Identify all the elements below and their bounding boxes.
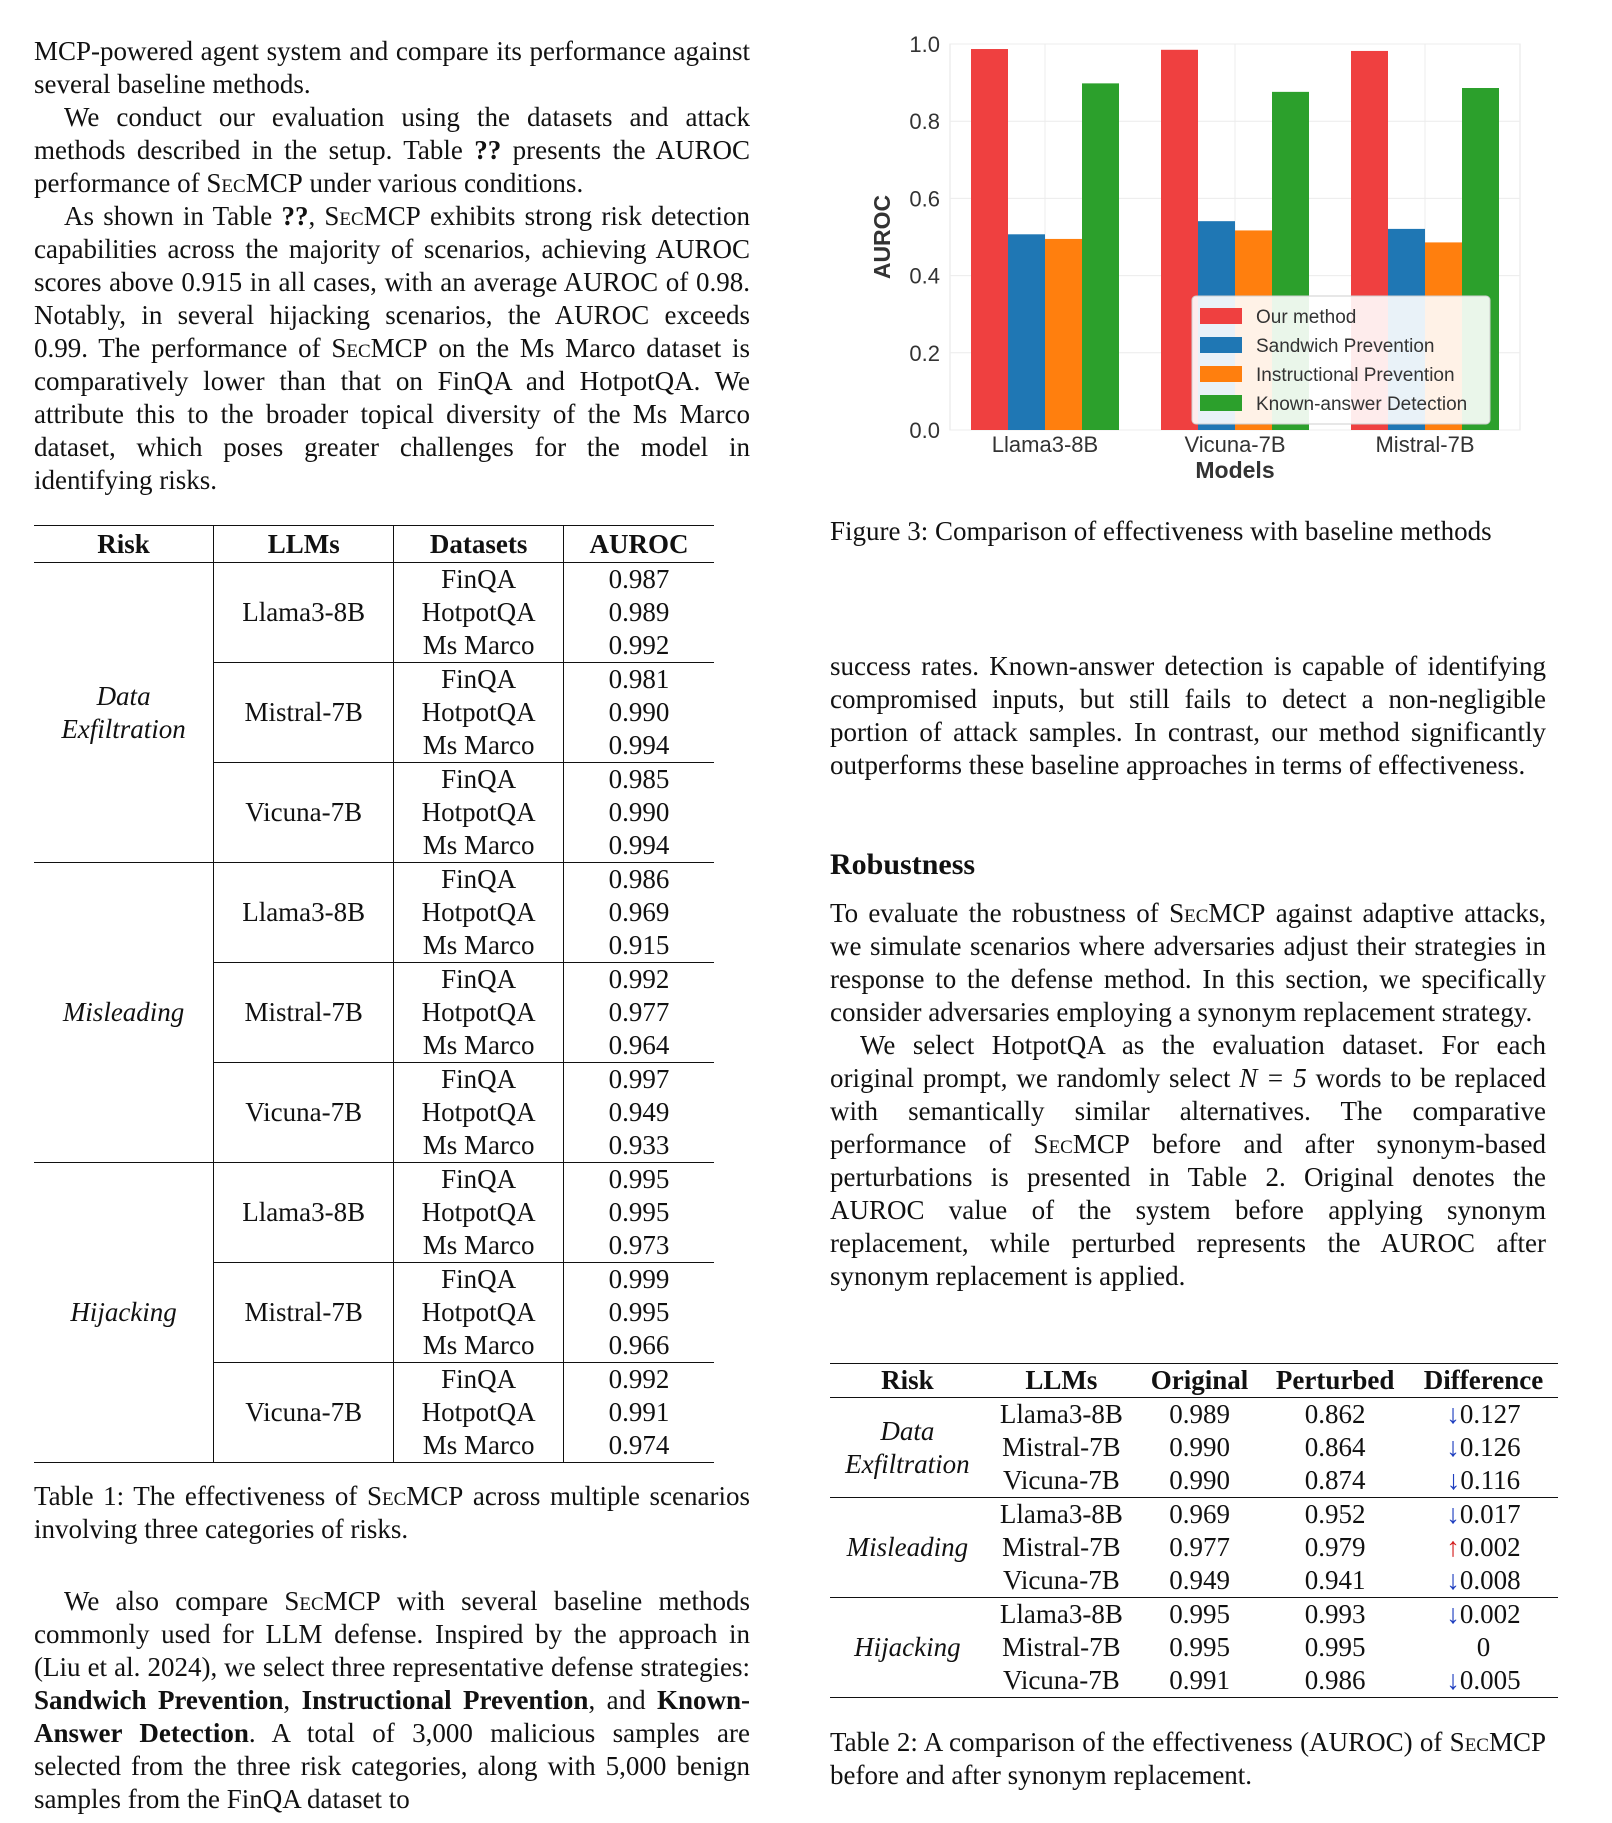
t2-original-cell: 0.995 [1169,1632,1230,1662]
section-heading-robustness: Robustness [830,848,976,881]
t2-difference-value: 0.005 [1459,1665,1521,1695]
t1-dataset-cell: HotpotQA [394,1096,564,1129]
t2-llm-cell: Mistral-7B [1002,1632,1121,1662]
t2-original-cell: 0.949 [1169,1565,1230,1595]
t1-llm-cell: Vicuna-7B [214,1363,394,1463]
arrow-down-icon: ↓ [1446,1432,1460,1462]
t2-difference-cell [1409,1664,1558,1698]
t1-auroc-cell: 0.964 [608,1030,670,1060]
t2-header-original: Original [1138,1364,1261,1398]
t2-perturbed-cell: 0.952 [1261,1498,1409,1532]
t1-llm-cell: Mistral-7B [214,963,394,1063]
t2-difference-cell [1409,1598,1558,1632]
y-tick-label: 0.6 [909,186,940,212]
y-tick-label: 0.4 [909,263,940,289]
t2-llm-cell: Vicuna-7B [1002,1465,1120,1495]
t1-auroc-cell: 0.949 [608,1097,670,1127]
paragraph-baseline-comparison: success rates. Known-answer detection is capable of identifying compromised inputs, but still fails to detect a non-negligible portion of attack samples. In contrast, our method significantly outperforms these baseline approaches in terms of effectiveness. [830,651,1546,780]
t1-header-datasets: Datasets [394,526,564,563]
t2-original-cell: 0.990 [1169,1432,1230,1462]
table-row [830,1398,1558,1432]
t1-risk-cell [34,863,214,1163]
t1-dataset-cell: Ms Marco [394,1329,564,1363]
t1-llm-cell: Mistral-7B [214,663,394,763]
t1-auroc-cell: 0.966 [608,1330,670,1360]
t2-perturbed-cell: 0.862 [1304,1399,1366,1429]
bar [971,49,1008,430]
t1-dataset-cell: HotpotQA [394,996,564,1029]
legend-label: Instructional Prevention [1256,365,1455,386]
t1-auroc-cell: 0.999 [564,1263,715,1297]
t2-difference-cell [1409,1498,1558,1532]
t2-header-difference: Difference [1409,1364,1558,1398]
bar [1082,83,1119,430]
t1-auroc-cell: 0.994 [608,730,670,760]
t1-dataset-cell: Ms Marco [394,1029,564,1063]
arrow-down-icon: ↓ [1446,1599,1460,1629]
t2-difference-cell [1409,1431,1558,1464]
t1-dataset-cell: Ms Marco [394,929,564,963]
t1-auroc-cell: 0.974 [608,1430,670,1460]
t1-dataset-cell: HotpotQA [394,1296,564,1329]
x-tick-label: Llama3-8B [991,432,1099,457]
t1-auroc-cell: 0.989 [608,597,670,627]
t2-perturbed-cell: 0.941 [1304,1565,1366,1595]
t1-auroc-cell: 0.997 [564,1063,715,1097]
t1-risk-label: Misleading [62,997,185,1027]
t1-auroc-cell: 0.995 [564,1163,715,1197]
t2-risk-cell [830,1598,985,1698]
t1-dataset-cell: HotpotQA [394,896,564,929]
t1-auroc-cell: 0.981 [564,663,715,697]
y-axis-label: AUROC [869,194,895,280]
x-axis-label: Models [1195,457,1275,483]
y-tick-label: 1.0 [909,32,940,57]
t2-difference-value: 0.002 [1459,1599,1521,1629]
t2-llm-cell: Mistral-7B [1002,1532,1121,1562]
t1-body [34,563,714,1463]
t1-dataset-cell: FinQA [394,563,564,597]
table-1 [34,525,714,1463]
t1-dataset-cell: Ms Marco [394,1129,564,1163]
arrow-down-icon: ↓ [1446,1565,1460,1595]
table-row [34,563,714,597]
bar [1008,234,1045,430]
t2-perturbed-cell: 0.993 [1261,1598,1409,1632]
y-tick-label: 0.0 [909,418,940,443]
legend-label: Sandwich Prevention [1256,336,1435,357]
t2-llm-cell: Mistral-7B [1002,1432,1121,1462]
paragraph-synonym: We select HotpotQA as the evaluation dataset. For each original prompt, we randomly select N = 5 words to be replaced with semantically similar alternatives. The comparative performance of SecMCP before and after synonym-based perturbations is presented in Table 2. Original denotes the AUROC value of the system before applying synonym replacement, while perturbed represents the AUROC after synonym replacement is applied. [830,1030,1546,1291]
table-row [830,1598,1558,1632]
figure-3-chart [860,20,1580,490]
t1-llm-cell: Llama3-8B [214,563,394,663]
legend-swatch [1200,395,1242,411]
t1-auroc-cell: 0.986 [564,863,715,897]
t1-risk-label: Hijacking [70,1297,177,1327]
paragraph-baselines: We also compare SecMCP with several baseline methods commonly used for LLM defense. Inspired by the approach in (Liu et al. 2024), we select three representative defense strategies: Sandwich Prevention, Instructional Prevention, and Known-Answer Detection. A total of 3,000 malicious samples are selected from the three risk categories, along with 5,000 benign samples from the FinQA dataset to [34,1586,750,1814]
t1-auroc-cell: 0.990 [608,697,670,727]
arrow-down-icon: ↓ [1446,1399,1460,1429]
t1-dataset-cell: FinQA [394,863,564,897]
t1-dataset-cell: FinQA [394,763,564,797]
paragraph-robustness: To evaluate the robustness of SecMCP against adaptive attacks, we simulate scenarios where adversaries adjust their strategies in response to the defense method. In this section, we specifically consider adversaries employing a synonym replacement strategy. [830,898,1546,1027]
legend-label: Known-answer Detection [1256,394,1468,415]
t1-llm-cell: Llama3-8B [214,1163,394,1263]
table-row [34,863,714,897]
t1-risk-cell [34,563,214,863]
t2-llm-cell: Vicuna-7B [1002,1565,1120,1595]
t2-llm-cell: Llama3-8B [999,1399,1123,1429]
t1-auroc-cell: 0.933 [608,1130,670,1160]
t2-difference-cell [1409,1631,1558,1664]
t1-dataset-cell: Ms Marco [394,1229,564,1263]
t2-perturbed-cell: 0.986 [1304,1665,1366,1695]
arrow-down-icon: ↓ [1446,1499,1460,1529]
t2-difference-value: 0.116 [1460,1465,1521,1495]
t1-dataset-cell: HotpotQA [394,796,564,829]
t1-dataset-cell: HotpotQA [394,1396,564,1429]
y-tick-label: 0.8 [909,109,940,135]
t2-risk-label: Misleading [846,1532,969,1562]
t1-risk-label-line2: Exfiltration [61,713,186,744]
t2-risk-label-line2: Exfiltration [845,1448,970,1479]
paragraph-evaluation: We conduct our evaluation using the datasets and attack methods described in the setup. Table ?? presents the AUROC performance of SecMCP under various conditions. [34,102,750,198]
t2-perturbed-cell: 0.874 [1304,1465,1366,1495]
t1-auroc-cell: 0.995 [608,1297,670,1327]
t2-risk-cell [830,1398,985,1498]
table-2-caption: Table 2: A comparison of the effectiveness (AUROC) of SecMCP before and after synonym replacement. [830,1727,1546,1790]
t2-perturbed-cell: 0.995 [1304,1632,1366,1662]
t1-dataset-cell: HotpotQA [394,696,564,729]
t1-header-llms: LLMs [214,526,394,563]
t2-llm-cell: Llama3-8B [985,1598,1138,1632]
t1-auroc-cell: 0.987 [608,564,670,594]
t1-dataset-cell: Ms Marco [394,729,564,763]
t2-difference-value: 0.126 [1459,1432,1521,1462]
legend-swatch [1200,366,1242,382]
t1-auroc-cell: 0.985 [564,763,715,797]
t1-auroc-cell: 0.990 [608,797,670,827]
t2-difference-value: 0.008 [1459,1565,1521,1595]
t2-difference-value: 0 [1476,1632,1491,1662]
table-row [830,1498,1558,1532]
t2-risk-label: Hijacking [854,1632,961,1662]
arrow-down-icon: ↓ [1446,1665,1460,1695]
t2-risk-label: Data [880,1415,935,1446]
t2-header-perturbed: Perturbed [1261,1364,1409,1398]
t2-body [830,1398,1558,1698]
table-2 [830,1363,1558,1698]
t1-header-auroc: AUROC [564,526,715,563]
bar [1045,239,1082,430]
t1-dataset-cell: FinQA [394,1363,564,1397]
t1-dataset-cell: HotpotQA [394,596,564,629]
t1-llm-cell: Llama3-8B [214,863,394,963]
t1-auroc-cell: 0.995 [608,1197,670,1227]
t2-difference-cell [1409,1464,1558,1498]
t2-original-cell: 0.995 [1138,1598,1261,1632]
t2-risk-cell [830,1498,985,1598]
t2-difference-cell [1409,1398,1558,1432]
t1-dataset-cell: Ms Marco [394,1429,564,1463]
robustness-text [830,897,1546,1293]
t2-original-cell: 0.969 [1138,1498,1261,1532]
x-tick-label: Vicuna-7B [1184,432,1286,457]
t2-perturbed-cell: 0.979 [1304,1532,1366,1562]
t1-dataset-cell: Ms Marco [394,829,564,863]
t2-llm-cell: Vicuna-7B [1002,1665,1120,1695]
t1-dataset-cell: FinQA [394,1063,564,1097]
y-tick-label: 0.2 [909,340,940,366]
t1-llm-cell: Vicuna-7B [214,1063,394,1163]
t1-risk-label: Data [96,680,151,711]
t2-difference-value: 0.002 [1459,1532,1521,1562]
t1-dataset-cell: FinQA [394,1163,564,1197]
arrow-down-icon: ↓ [1446,1465,1461,1495]
t1-dataset-cell: FinQA [394,963,564,997]
t1-dataset-cell: HotpotQA [394,1196,564,1229]
t2-difference-value: 0.127 [1459,1399,1521,1429]
t1-auroc-cell: 0.991 [608,1397,670,1427]
paragraph-results: As shown in Table ??, SecMCP exhibits strong risk detection capabilities across the majority of scenarios, achieving AUROC scores above 0.915 in all cases, with an average AUROC of 0.98. Notably, in several hijacking scenarios, the AUROC exceeds 0.99. The performance of SecMCP on the Ms Marco dataset is comparatively lower than that on FinQA and HotpotQA. We attribute this to the broader topical diversity of the Ms Marco dataset, which poses greater challenges for the model in identifying risks. [34,201,751,495]
bar-chart-svg [860,20,1580,490]
t2-original-cell: 0.989 [1169,1399,1230,1429]
legend-swatch [1200,308,1242,324]
t2-difference-cell [1409,1531,1558,1564]
t1-auroc-cell: 0.977 [608,997,670,1027]
t2-header-llms: LLMs [985,1364,1138,1398]
t1-risk-cell [34,1163,214,1463]
t1-auroc-cell: 0.994 [608,830,670,860]
t1-auroc-cell: 0.992 [564,963,715,997]
t1-auroc-cell: 0.992 [608,630,670,660]
t1-llm-cell: Vicuna-7B [214,763,394,863]
t2-perturbed-cell: 0.864 [1304,1432,1366,1462]
t1-dataset-cell: Ms Marco [394,629,564,663]
t1-header-risk: Risk [34,526,214,563]
figure-3-caption: Figure 3: Comparison of effectiveness with baseline methods [830,516,1492,546]
t1-auroc-cell: 0.992 [564,1363,715,1397]
t1-dataset-cell: FinQA [394,1263,564,1297]
left-column [34,35,750,497]
t1-dataset-cell: FinQA [394,663,564,697]
legend-label: Our method [1256,307,1357,328]
t2-original-cell: 0.990 [1169,1465,1230,1495]
t1-auroc-cell: 0.915 [608,930,670,960]
arrow-up-icon: ↑ [1446,1532,1460,1562]
t1-auroc-cell: 0.969 [608,897,670,927]
t2-original-cell: 0.991 [1169,1665,1230,1695]
t2-difference-value: 0.017 [1459,1499,1521,1529]
t2-original-cell: 0.977 [1169,1532,1230,1562]
t1-auroc-cell: 0.973 [608,1230,670,1260]
paragraph-intro-continued: MCP-powered agent system and compare its performance against several baseline methods. [34,36,750,99]
t2-header-risk: Risk [830,1364,985,1398]
t2-llm-cell: Llama3-8B [985,1498,1138,1532]
legend-swatch [1200,337,1242,353]
x-tick-label: Mistral-7B [1375,432,1475,457]
t2-difference-cell [1409,1564,1558,1598]
table-1-caption: Table 1: The effectiveness of SecMCP across multiple scenarios involving three categories of risks. [34,1481,750,1544]
table-row [34,1163,714,1197]
t1-llm-cell: Mistral-7B [214,1263,394,1363]
